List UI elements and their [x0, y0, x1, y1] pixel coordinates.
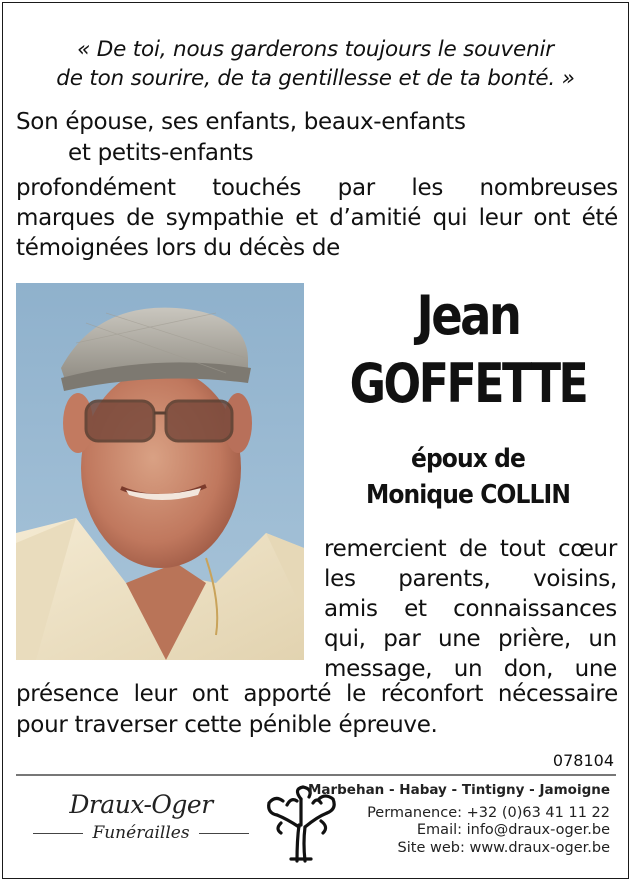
word: don,: [503, 656, 554, 682]
paragraph-line-1: [16, 173, 618, 203]
word: prière,: [497, 626, 571, 652]
thanks-line-3: [324, 594, 617, 624]
intro-paragraph: [16, 173, 618, 263]
paragraph-line-3: témoignées lors du décès de: [16, 235, 340, 261]
word: ont: [191, 681, 229, 707]
website-link[interactable]: Site web: www.draux-oger.be: [397, 839, 610, 856]
word: et: [295, 205, 318, 231]
closing-line-2: pour traverser cette pénible épreuve.: [16, 712, 438, 738]
spouse-line-2: Monique COLLIN: [365, 480, 571, 510]
word: nécessaire: [497, 681, 618, 707]
word: amis: [324, 596, 378, 622]
funeral-home-brand: [33, 789, 249, 843]
brand-subtitle-text: Funérailles: [92, 823, 190, 843]
footer-divider: [16, 774, 616, 776]
word: tout: [499, 536, 546, 562]
portrait-photo: [16, 283, 304, 660]
brand-subtitle: [33, 823, 249, 843]
word: un: [453, 656, 483, 682]
quote-line-2: de ton sourire, de ta gentillesse et de ta bonté. »: [56, 66, 575, 91]
word: une: [574, 656, 617, 682]
word: par: [383, 626, 421, 652]
word: et: [404, 596, 427, 622]
word: par: [337, 175, 375, 201]
thanks-line-1: [324, 534, 617, 564]
word: message,: [324, 656, 433, 682]
spouse-block: [320, 441, 617, 513]
brand-name: Draux-Oger: [69, 790, 213, 819]
deceased-last-name: GOFFETTE: [349, 352, 587, 415]
word: présence: [16, 681, 119, 707]
contact-info: [308, 782, 610, 857]
paragraph-line-2: [16, 203, 618, 233]
word: apporté: [243, 681, 332, 707]
quote-line-1: « De toi, nous garderons toujours le souvenir: [77, 37, 554, 62]
contact-email[interactable]: Email: info@draux-oger.be: [416, 822, 610, 838]
word: réconfort: [380, 681, 484, 707]
family-intro: [16, 107, 466, 169]
word: les: [411, 175, 444, 201]
word: qui,: [324, 626, 366, 652]
intro-line-1: Son épouse, ses enfants, beaux-enfants: [16, 109, 466, 135]
obituary-card: [2, 2, 629, 879]
word: nombreuses: [479, 175, 618, 201]
word: qui: [432, 205, 468, 231]
word: remercient: [324, 536, 447, 562]
thanks-paragraph: [324, 534, 617, 684]
word: un: [588, 626, 617, 652]
word: de: [459, 536, 488, 562]
word: connaissances: [453, 596, 617, 622]
word: sympathie: [165, 205, 284, 231]
word: les: [324, 566, 356, 592]
word: marques: [16, 205, 115, 231]
word: touchés: [212, 175, 302, 201]
closing-line-1: [16, 679, 618, 710]
word: ont: [533, 205, 571, 231]
word: profondément: [16, 175, 176, 201]
word: de: [126, 205, 155, 231]
reference-number: 078104: [552, 751, 614, 770]
word: parents,: [398, 566, 491, 592]
towns: Marbehan - Habay - Tintigny - Jamoigne: [307, 782, 610, 798]
brand-rule-right: [199, 833, 249, 834]
word: cœur: [557, 536, 617, 562]
word: une: [438, 626, 481, 652]
quote: [3, 35, 628, 93]
intro-line-2: et petits-enfants: [68, 140, 254, 166]
word: voisins,: [533, 566, 617, 592]
thanks-line-2: [324, 564, 617, 594]
brand-rule-left: [33, 833, 83, 834]
closing-paragraph: [16, 679, 618, 741]
deceased-first-name: Jean: [416, 284, 520, 347]
spouse-line-1: époux de: [410, 444, 526, 474]
word: le: [345, 681, 366, 707]
permanence-phone[interactable]: Permanence: +32 (0)63 41 11 22: [367, 804, 610, 821]
word: d’amitié: [329, 205, 422, 231]
word: leur: [478, 205, 522, 231]
word: leur: [133, 681, 177, 707]
word: été: [581, 205, 618, 231]
thanks-line-4: [324, 624, 617, 654]
